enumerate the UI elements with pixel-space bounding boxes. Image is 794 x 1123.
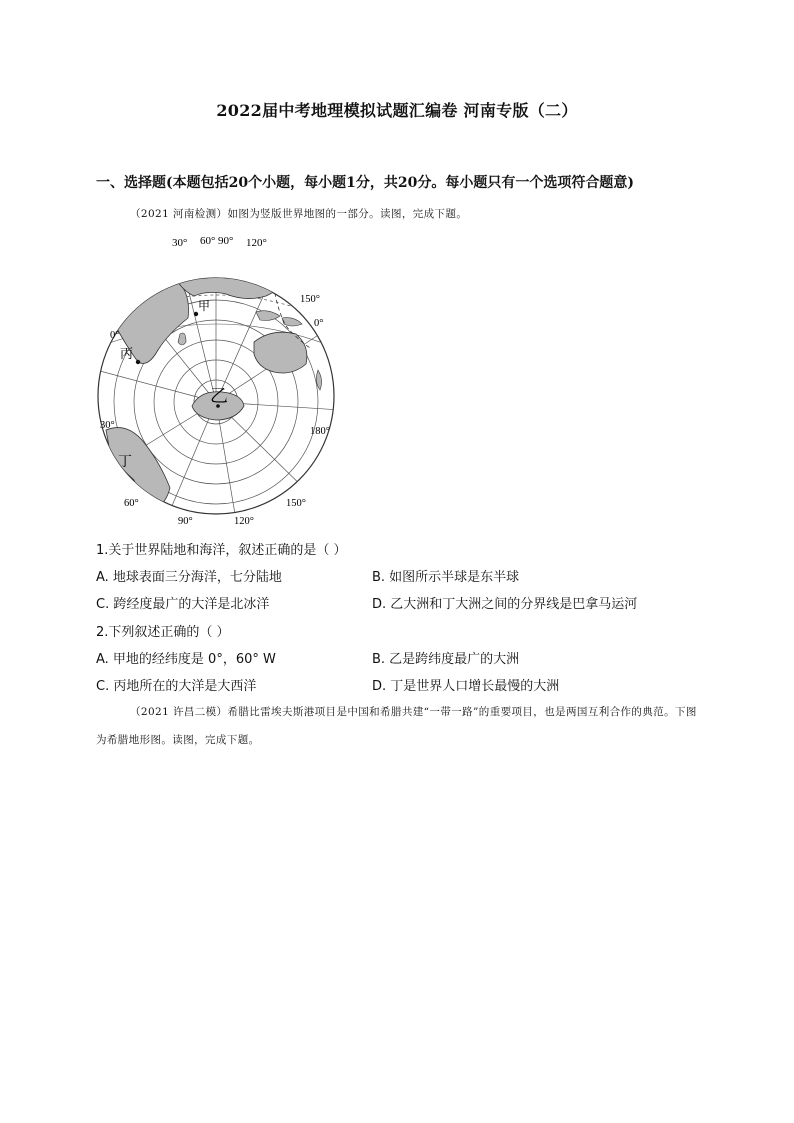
lon-label-30: 30° xyxy=(172,237,188,249)
question-2-option-a[interactable]: A. 甲地的经纬度是 0°，60° W xyxy=(96,652,276,667)
place-bing: 丙 xyxy=(120,346,134,361)
lon-label-60: 60° xyxy=(200,235,216,247)
page-title: 2022届中考地理模拟试题汇编卷 河南专版（二） xyxy=(216,101,578,120)
question-2-option-d[interactable]: D. 丁是世界人口增长最慢的大洲 xyxy=(372,679,560,694)
question-intro: （2021 河南检测）如图为竖版世界地图的一部分。读图，完成下题。 xyxy=(130,208,468,220)
lon-label-90: 90° xyxy=(218,235,234,247)
point-bing xyxy=(136,360,140,364)
place-ding: 丁 xyxy=(118,455,132,470)
question-2-stem: 2.下列叙述正确的（ ） xyxy=(96,625,230,640)
world-map-figure xyxy=(96,230,336,530)
question-1-option-c[interactable]: C. 跨经度最广的大洋是北冰洋 xyxy=(96,597,270,612)
polar-map-svg xyxy=(96,230,336,530)
lon-label-120-bottom: 120° xyxy=(234,516,254,527)
place-jia: 甲 xyxy=(198,299,211,313)
lon-label-90-bottom: 90° xyxy=(178,516,193,527)
lon-label-120: 120° xyxy=(246,237,267,249)
question-2-option-c[interactable]: C. 丙地所在的大洋是大西洋 xyxy=(96,679,257,694)
lon-label-150-right: 150° xyxy=(300,294,320,305)
question-1-option-a[interactable]: A. 地球表面三分海洋，七分陆地 xyxy=(96,570,282,585)
question-intro-2: （2021 许昌二模）希腊比雷埃夫斯港项目是中国和希腊共建“一带一路”的重要项目，也是两国互利合作的典范。下图为希腊地形图。读图，完成下题。 xyxy=(96,706,697,746)
question-1-option-b[interactable]: B. 如图所示半球是东半球 xyxy=(372,570,520,585)
place-yi: 乙 xyxy=(210,386,228,406)
lon-label-60-bottom: 60° xyxy=(124,498,139,509)
lat-label-0-right: 0° xyxy=(314,318,324,329)
lon-label-180: 180° xyxy=(310,426,330,437)
lat-label-0-left: 0° xyxy=(110,330,120,341)
question-2-option-b[interactable]: B. 乙是跨纬度最广的大洲 xyxy=(372,652,520,667)
question-1-option-d[interactable]: D. 乙大洲和丁大洲之间的分界线是巴拿马运河 xyxy=(372,597,638,612)
question-1-stem: 1.关于世界陆地和海洋，叙述正确的是（ ） xyxy=(96,543,347,558)
section-heading: 一、选择题(本题包括20个小题，每小题1分，共20分。每小题只有一个选项符合题意) xyxy=(96,175,634,191)
lat-label-30-left: 30° xyxy=(100,420,115,431)
lon-label-150-bottom: 150° xyxy=(286,498,306,509)
